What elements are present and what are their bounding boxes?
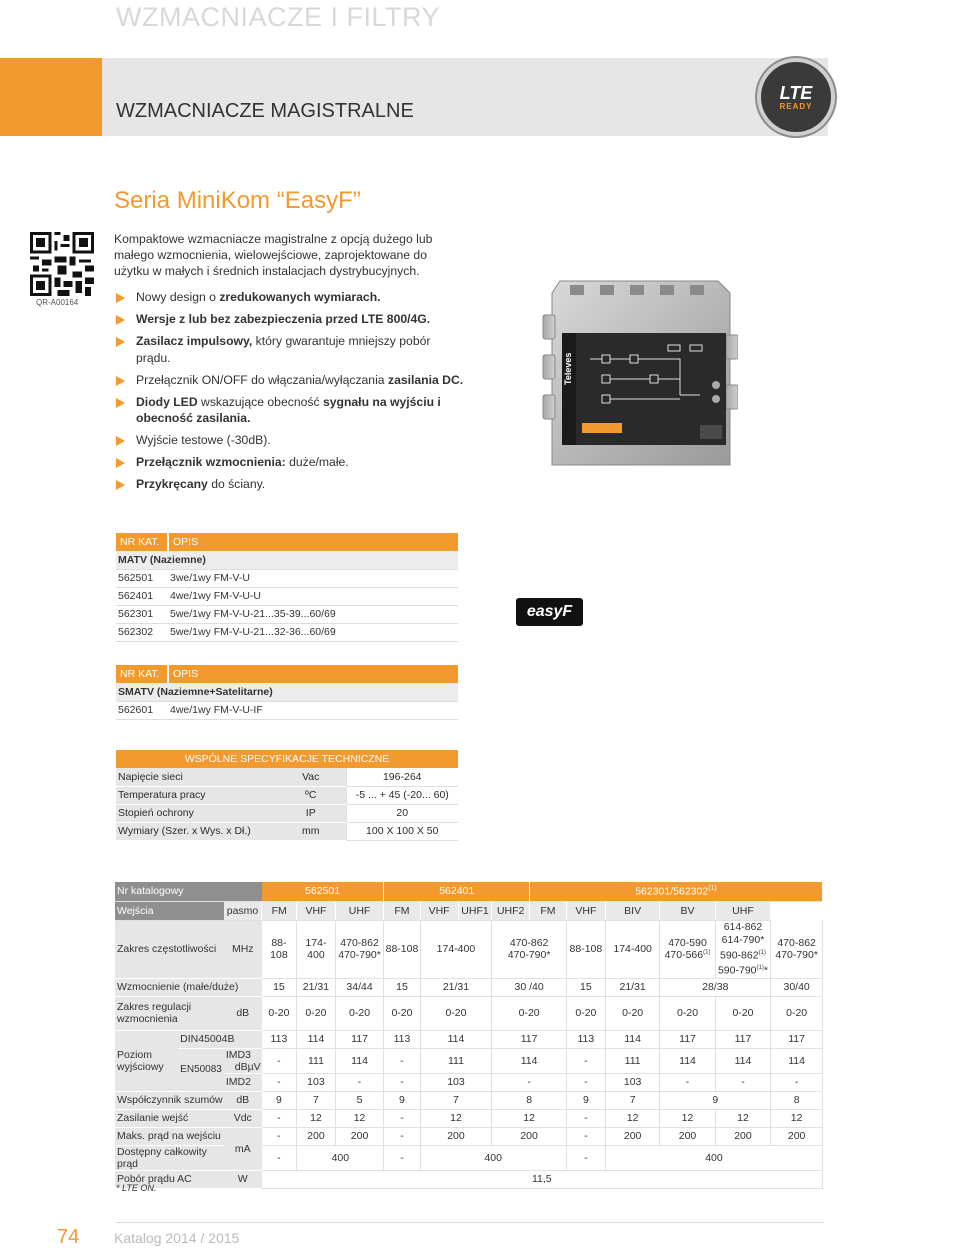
feature-text: Przełącznik wzmocnienia: [136, 455, 286, 469]
max-current-value: 200 [660, 1127, 715, 1145]
amplifier-product-image [540, 275, 738, 473]
reg-value: 0-20 [262, 996, 297, 1030]
max-current-value: 200 [605, 1127, 659, 1145]
input-band: UHF2 [492, 901, 530, 920]
bullet-arrow-icon [116, 436, 125, 446]
row-code: 562301 [116, 605, 168, 623]
imd3-value: 111 [605, 1048, 659, 1073]
table-row [116, 786, 458, 804]
reg-value: 0-20 [335, 996, 384, 1030]
ac-power-label: Pobór prądu AC [115, 1170, 224, 1188]
easyf-logo-text: easyF [526, 603, 573, 620]
input-band: BIV [605, 901, 659, 920]
table-row [116, 804, 458, 822]
feature-item [114, 432, 464, 449]
reg-value: 0-20 [715, 996, 771, 1030]
row-code: 562302 [116, 623, 168, 641]
supply-value: 12 [715, 1109, 771, 1127]
imd3-value: 111 [297, 1048, 335, 1073]
gain-value: 30/40 [771, 978, 823, 996]
gain-value: 15 [566, 978, 605, 996]
table-row [115, 1109, 823, 1127]
input-band: BV [660, 901, 715, 920]
freq-value [492, 920, 566, 978]
supply-unit: Vdc [224, 1109, 262, 1127]
din-value: 117 [715, 1030, 771, 1048]
table-row [115, 996, 823, 1030]
catalog-label: Katalog 2014 / 2015 [114, 1230, 240, 1246]
freq-value: 88-108 [384, 920, 420, 978]
imd3-value: 111 [420, 1048, 492, 1073]
reg-value: 0-20 [420, 996, 492, 1030]
reg-label: Zakres regulacji wzmocnienia [115, 996, 224, 1030]
max-current-value: - [384, 1127, 420, 1145]
current-unit: mA [224, 1127, 262, 1170]
spec-value: -5 ... + 45 (-20... 60) [346, 786, 458, 804]
feature-text: Diody LED [136, 394, 198, 409]
imd3-value: 114 [660, 1048, 715, 1073]
col-header-opis: OPIS [168, 665, 458, 683]
freq-line [661, 949, 713, 961]
reg-unit: dB [224, 996, 262, 1030]
feature-item [114, 289, 464, 306]
inputs-unit: pasmo [224, 901, 262, 920]
max-current-value: 200 [492, 1127, 566, 1145]
input-band: VHF [420, 901, 458, 920]
spec-label: Stopień ochrony [116, 804, 276, 822]
supply-value: 12 [660, 1109, 715, 1127]
total-current-value: - [384, 1145, 420, 1170]
feature-item [114, 333, 464, 366]
total-current-label: Dostępny całkowity prąd [115, 1145, 224, 1170]
table-row [115, 920, 823, 978]
freq-line: 470-790* [507, 949, 551, 961]
table-row [115, 882, 823, 901]
gain-value: 21/31 [297, 978, 335, 996]
freq-line: 470-590 [668, 937, 707, 949]
qr-code-label: QR-A00164 [36, 298, 79, 307]
feature-list [114, 289, 464, 498]
supply-value: 12 [335, 1109, 384, 1127]
max-current-value: - [262, 1127, 297, 1145]
total-current-value: - [262, 1145, 297, 1170]
model-562501: 562501 [262, 882, 384, 901]
model-footnote-ref: (1) [708, 885, 717, 892]
col-header-nr-kat: NR KAT. [116, 665, 168, 683]
din-label: DIN45004B [178, 1030, 261, 1048]
output-unit: dBµV [234, 1060, 261, 1073]
series-title: Seria MiniKom “EasyF” [114, 187, 361, 214]
imd3-value: - [566, 1048, 605, 1073]
max-current-value: 200 [771, 1127, 823, 1145]
max-current-value: 200 [335, 1127, 384, 1145]
freq-unit: MHz [224, 920, 262, 978]
feature-text: zredukowanych wymiarach. [219, 290, 381, 304]
feature-text: Wersje z lub bez zabezpieczenia przed LTE 800/4G. [136, 312, 431, 326]
imd2-value: - [262, 1073, 297, 1091]
reg-value: 0-20 [492, 996, 566, 1030]
feature-item [114, 454, 464, 471]
ac-power-unit: W [224, 1170, 262, 1188]
lte-badge-main: LTE [779, 82, 813, 103]
max-current-value: 200 [715, 1127, 771, 1145]
freq-value [715, 920, 771, 978]
reg-value: 0-20 [566, 996, 605, 1030]
din-value: 117 [492, 1030, 566, 1048]
imd2-value: - [566, 1073, 605, 1091]
feature-text: zasilania DC. [387, 372, 464, 387]
input-band: VHF [297, 901, 335, 920]
spec-unit: IP [276, 804, 346, 822]
din-value: 113 [384, 1030, 420, 1048]
imd3-value: 114 [771, 1048, 823, 1073]
feature-text: Wyjście testowe (-30dB). [136, 433, 271, 447]
top-title: WZMACNIACZE I FILTRY [116, 2, 441, 32]
model-specs-table [115, 882, 823, 1189]
reg-value: 0-20 [605, 996, 659, 1030]
noise-unit: dB [224, 1091, 262, 1109]
supply-value: - [566, 1109, 605, 1127]
table-row [115, 978, 823, 996]
table-row [116, 822, 458, 840]
bullet-arrow-icon [116, 458, 125, 468]
easyf-logo [516, 598, 583, 626]
freq-value: 174-400 [605, 920, 659, 978]
din-value: 113 [262, 1030, 297, 1048]
freq-value: 88-108 [566, 920, 605, 978]
spec-unit: mm [276, 822, 346, 840]
freq-line: 470-862 [509, 937, 549, 949]
nr-katalogowy-label: Nr katalogowy [115, 882, 262, 901]
total-current-value: - [566, 1145, 605, 1170]
spec-unit: ºC [276, 786, 346, 804]
imd2-value: - [384, 1073, 420, 1091]
input-band: UHF1 [458, 901, 492, 920]
imd2-value: 103 [605, 1073, 659, 1091]
spec-unit: Vac [276, 768, 346, 786]
noise-value: 9 [262, 1091, 297, 1109]
reg-value: 0-20 [771, 996, 823, 1030]
feature-text: duże/małe. [285, 455, 349, 469]
reg-value: 0-20 [660, 996, 715, 1030]
input-band: FM [384, 901, 420, 920]
spec-label: Wymiary (Szer. x Wys. x Dł.) [116, 822, 276, 840]
table-row [116, 587, 458, 605]
supply-value: 12 [605, 1109, 659, 1127]
supply-label: Zasilanie wejść [115, 1109, 224, 1127]
max-current-value: 200 [420, 1127, 492, 1145]
freq-text: 590-862 [720, 949, 759, 961]
total-current-value: 400 [297, 1145, 384, 1170]
row-desc: 5we/1wy FM-V-U-21...32-36...60/69 [168, 623, 458, 641]
catalog-table-matv [116, 533, 458, 642]
imd3-value: 114 [492, 1048, 566, 1073]
freq-star: * [763, 964, 768, 977]
inputs-label: Wejścia [115, 901, 224, 920]
freq-text: 470-566 [664, 949, 704, 961]
imd2-value: - [335, 1073, 384, 1091]
din-value: 114 [420, 1030, 492, 1048]
spec-value: 196-264 [346, 768, 458, 786]
table-row [115, 1030, 823, 1048]
freq-line: 470-790* [775, 948, 818, 961]
en-label: EN50083 [178, 1048, 224, 1091]
imd3-cell [224, 1048, 262, 1073]
max-current-value: 200 [297, 1127, 335, 1145]
group-header: MATV (Naziemne) [116, 551, 458, 569]
footnote: * LTE ON. [116, 1183, 157, 1193]
feature-text: wskazujące obecność [197, 394, 323, 409]
gain-value: 34/44 [335, 978, 384, 996]
reg-value: 0-20 [384, 996, 420, 1030]
row-code: 562501 [116, 569, 168, 587]
common-specs-table [116, 750, 458, 841]
feature-text: Zasilacz impulsowy, [136, 334, 253, 348]
freq-line: 614-790* [721, 933, 765, 946]
noise-value: 8 [771, 1091, 823, 1109]
freq-line: 470-790* [338, 949, 381, 961]
feature-text: sygnału na wyjściu i obecność zasilania. [136, 394, 441, 425]
freq-label: Zakres częstotliwości [115, 920, 224, 978]
noise-value: 7 [297, 1091, 335, 1109]
total-current-value: 400 [605, 1145, 822, 1170]
table-row [115, 1127, 823, 1145]
imd2-value: 103 [420, 1073, 492, 1091]
feature-text: Przykręcany [136, 477, 208, 491]
freq-value: 88-108 [262, 920, 297, 978]
supply-value: 12 [420, 1109, 492, 1127]
supply-value: 12 [771, 1109, 823, 1127]
imd3-value: - [262, 1048, 297, 1073]
imd2-value: - [492, 1073, 566, 1091]
table-row [116, 768, 458, 786]
table-row [115, 1048, 823, 1073]
table-row [115, 1145, 823, 1170]
freq-text: 590-790 [717, 964, 757, 977]
row-desc: 5we/1wy FM-V-U-21...35-39...60/69 [168, 605, 458, 623]
din-value: 117 [771, 1030, 823, 1048]
freq-value [335, 920, 384, 978]
input-band: FM [529, 901, 566, 920]
freq-line [717, 947, 770, 963]
row-desc: 3we/1wy FM-V-U [168, 569, 458, 587]
table-row [115, 1170, 823, 1188]
gain-value: 30 /40 [492, 978, 566, 996]
common-specs-title: WSPÓLNE SPECYFIKACJE TECHNICZNE [116, 750, 458, 768]
row-code: 562401 [116, 587, 168, 605]
max-current-label: Maks. prąd na wejściu [115, 1127, 224, 1145]
supply-value: 12 [492, 1109, 566, 1127]
freq-line [717, 962, 770, 978]
spec-label: Temperatura pracy [116, 786, 276, 804]
model-562401: 562401 [384, 882, 530, 901]
row-code: 562601 [116, 701, 168, 719]
col-header-nr-kat: NR KAT. [116, 533, 168, 551]
row-desc: 4we/1wy FM-V-U-IF [168, 701, 458, 719]
bullet-arrow-icon [116, 337, 125, 347]
freq-footnote-ref: (1) [758, 949, 766, 956]
din-value: 117 [660, 1030, 715, 1048]
imd3-value: 114 [335, 1048, 384, 1073]
freq-footnote-ref: (1) [703, 949, 711, 956]
model-562301-562302 [529, 882, 822, 901]
footer-divider [116, 1222, 824, 1223]
product-brand-label: Televes [563, 352, 573, 385]
gain-value: 21/31 [605, 978, 659, 996]
catalog-table-smatv [116, 665, 458, 720]
model-label: 562301/562302 [635, 885, 709, 898]
spec-value: 20 [346, 804, 458, 822]
input-band: UHF [715, 901, 771, 920]
noise-value: 9 [660, 1091, 771, 1109]
feature-item [114, 372, 464, 389]
table-row [115, 901, 823, 920]
freq-footnote-ref: (1) [756, 965, 764, 971]
imd2-value: - [660, 1073, 715, 1091]
freq-line: 470-862 [777, 936, 816, 949]
reg-value: 0-20 [297, 996, 335, 1030]
qr-code-icon [30, 232, 94, 296]
supply-value: - [384, 1109, 420, 1127]
imd3-label: IMD3 [225, 1048, 251, 1061]
header-accent-block [0, 58, 102, 136]
imd2-label: IMD2 [224, 1073, 262, 1091]
gain-value: 28/38 [660, 978, 771, 996]
col-header-opis: OPIS [168, 533, 458, 551]
feature-item [114, 476, 464, 493]
lte-ready-badge [757, 58, 835, 136]
max-current-value: - [566, 1127, 605, 1145]
spec-label: Napięcie sieci [116, 768, 276, 786]
freq-value [771, 920, 823, 978]
bullet-arrow-icon [116, 480, 125, 490]
imd2-value: - [771, 1073, 823, 1091]
bullet-arrow-icon [116, 398, 125, 408]
lte-badge-sub: READY [779, 101, 813, 111]
header-band [102, 58, 828, 136]
row-desc: 4we/1wy FM-V-U-U [168, 587, 458, 605]
gain-label: Wzmocnienie (małe/duże) [115, 978, 262, 996]
table-row [116, 701, 458, 719]
feature-text: Przełącznik ON/OFF do włączania/wyłączania [136, 372, 388, 387]
din-value: 114 [297, 1030, 335, 1048]
group-header: SMATV (Naziemne+Satelitarne) [116, 683, 458, 701]
spec-value: 100 X 100 X 50 [346, 822, 458, 840]
ac-power-value: 11,5 [262, 1170, 823, 1188]
gain-value: 21/31 [420, 978, 492, 996]
freq-line: 470-862 [340, 937, 379, 949]
input-band: FM [262, 901, 297, 920]
freq-value: 174-400 [420, 920, 492, 978]
din-value: 114 [605, 1030, 659, 1048]
noise-value: 7 [605, 1091, 659, 1109]
feature-text: który gwarantuje mniejszy pobór prądu. [136, 334, 431, 365]
bullet-arrow-icon [116, 376, 125, 386]
din-value: 113 [566, 1030, 605, 1048]
gain-value: 15 [384, 978, 420, 996]
imd3-value: 114 [715, 1048, 771, 1073]
page-number: 74 [57, 1226, 80, 1248]
noise-value: 8 [492, 1091, 566, 1109]
noise-value: 9 [384, 1091, 420, 1109]
din-value: 117 [335, 1030, 384, 1048]
supply-value: 12 [297, 1109, 335, 1127]
section-title: WZMACNIACZE MAGISTRALNE [116, 100, 414, 122]
table-row [116, 569, 458, 587]
input-band: UHF [335, 901, 384, 920]
supply-value: - [262, 1109, 297, 1127]
table-row [115, 1091, 823, 1109]
series-intro: Kompaktowe wzmacniacze magistralne z opcją dużego lub małego wzmocnienia, wielowejściowe, zaprojektowane do użytku w małych i średnich instalacjach dystrybucyjnych. [114, 232, 433, 278]
feature-item [114, 394, 464, 427]
imd2-value: - [715, 1073, 771, 1091]
table-row [116, 605, 458, 623]
imd3-value: - [384, 1048, 420, 1073]
noise-value: 5 [335, 1091, 384, 1109]
noise-label: Współczynnik szumów [115, 1091, 224, 1109]
noise-value: 7 [420, 1091, 492, 1109]
input-band: VHF [566, 901, 605, 920]
noise-value: 9 [566, 1091, 605, 1109]
output-level-label: Poziom wyjściowy [115, 1030, 178, 1091]
freq-value: 174-400 [297, 920, 335, 978]
freq-line: 614-862 [723, 920, 763, 933]
feature-text: do ściany. [207, 477, 266, 491]
total-current-value: 400 [420, 1145, 566, 1170]
gain-value: 15 [262, 978, 297, 996]
bullet-arrow-icon [116, 315, 125, 325]
feature-text: Nowy design o [136, 290, 220, 304]
feature-item [114, 311, 464, 328]
freq-value [660, 920, 715, 978]
imd2-value: 103 [297, 1073, 335, 1091]
bullet-arrow-icon [116, 293, 125, 303]
table-row [116, 623, 458, 641]
